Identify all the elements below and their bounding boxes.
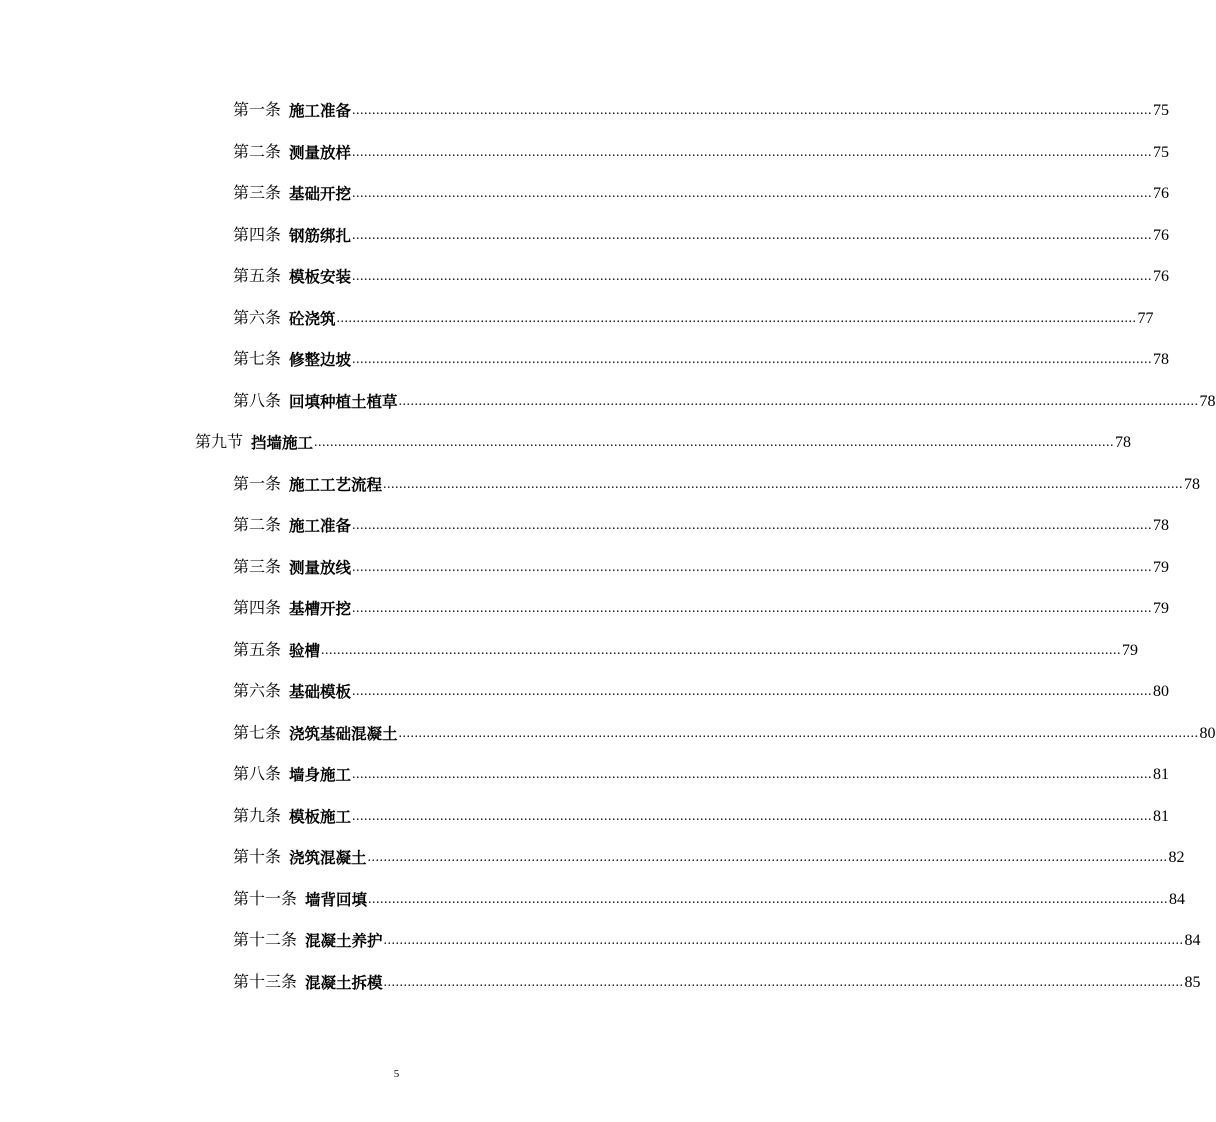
dot-leader: ........................................................................................................................................................................................................ (352, 684, 1153, 699)
dot-leader: ........................................................................................................................................................................................................ (336, 311, 1137, 326)
dot-leader: ........................................................................................................................................................................................................ (352, 560, 1153, 575)
toc-entry-title: 浇筑混凝土 (289, 849, 367, 867)
dot-leader: ........................................................................................................................................................................................................ (352, 269, 1153, 284)
toc-entry-page: 80 (1199, 725, 1216, 742)
toc-entry[interactable] (233, 471, 1201, 495)
toc-entry[interactable] (233, 886, 1186, 910)
toc-entry-title: 墙身施工 (289, 766, 352, 784)
toc-entry[interactable] (233, 139, 1170, 163)
toc-entry-label: 第七条 (233, 725, 282, 742)
toc-entry[interactable] (233, 388, 1216, 412)
toc-entry-title: 施工准备 (289, 102, 352, 120)
toc-entry[interactable] (233, 637, 1139, 661)
dot-leader: ........................................................................................................................................................................................................ (352, 103, 1153, 118)
toc-entry-page: 76 (1153, 227, 1170, 244)
toc-entry-label: 第二条 (233, 517, 282, 534)
toc-entry-label: 第三条 (233, 559, 282, 576)
toc-entry-label: 第五条 (233, 642, 282, 659)
dot-leader: ........................................................................................................................................................................................................ (398, 394, 1199, 409)
toc-entry-page: 81 (1153, 808, 1170, 825)
toc-entry-page: 84 (1184, 932, 1201, 949)
toc-entry-title: 混凝土养护 (305, 932, 383, 950)
toc-entry-label: 第十二条 (233, 932, 298, 949)
toc-entry[interactable] (233, 97, 1170, 121)
toc-entry-title: 施工工艺流程 (289, 476, 383, 494)
toc-entry-title: 回填种植土植草 (289, 393, 398, 411)
toc-entry-label: 第十条 (233, 849, 282, 866)
toc-entry-label: 第六条 (233, 310, 282, 327)
toc-entry-label: 第五条 (233, 268, 282, 285)
dot-leader: ........................................................................................................................................................................................................ (383, 933, 1184, 948)
toc-entry-page: 76 (1153, 268, 1170, 285)
toc-entry-label: 第三条 (233, 185, 282, 202)
toc-entry-label: 第六条 (233, 683, 282, 700)
toc-entry[interactable] (233, 305, 1154, 329)
toc-entry-label: 第十三条 (233, 974, 298, 991)
toc-entry[interactable] (233, 927, 1201, 951)
toc-entry-title: 模板施工 (289, 808, 352, 826)
dot-leader: ........................................................................................................................................................................................................ (352, 601, 1153, 616)
toc-entry[interactable] (233, 761, 1170, 785)
toc-entry-title: 基槽开挖 (289, 600, 352, 618)
toc-entry[interactable] (233, 346, 1170, 370)
toc-entry-page: 80 (1153, 683, 1170, 700)
toc-entry-title: 墙背回填 (305, 891, 368, 909)
toc-entry-label: 第九条 (233, 808, 282, 825)
toc-entry-page: 78 (1153, 351, 1170, 368)
toc-entry[interactable] (233, 720, 1216, 744)
dot-leader: ........................................................................................................................................................................................................ (398, 726, 1199, 741)
toc-entry-label: 第二条 (233, 144, 282, 161)
toc-entry[interactable] (233, 844, 1185, 868)
dot-leader: ........................................................................................................................................................................................................ (314, 435, 1115, 450)
toc-entry[interactable] (233, 263, 1170, 287)
toc-entry[interactable] (233, 595, 1170, 619)
dot-leader: ........................................................................................................................................................................................................ (352, 186, 1153, 201)
dot-leader: ........................................................................................................................................................................................................ (352, 809, 1153, 824)
toc-entry-page: 78 (1184, 476, 1201, 493)
toc-entry-page: 78 (1153, 517, 1170, 534)
toc-entry-title: 施工准备 (289, 517, 352, 535)
toc-entry-title: 测量放线 (289, 559, 352, 577)
toc-entry-title: 修整边坡 (289, 351, 352, 369)
toc-entry-page: 78 (1115, 434, 1132, 451)
toc-entry-title: 浇筑基础混凝土 (289, 725, 398, 743)
toc-entry[interactable] (233, 512, 1170, 536)
dot-leader: ........................................................................................................................................................................................................ (352, 518, 1153, 533)
dot-leader: ........................................................................................................................................................................................................ (352, 352, 1153, 367)
toc-entry[interactable] (233, 678, 1170, 702)
toc-entry-label: 第七条 (233, 351, 282, 368)
toc-section-entry[interactable] (195, 429, 1132, 453)
toc-entry-title: 混凝土拆模 (305, 974, 383, 992)
toc-entry-label: 第四条 (233, 600, 282, 617)
toc-entry-page: 75 (1153, 102, 1170, 119)
toc-entry-title: 测量放样 (289, 144, 352, 162)
toc-entry-page: 82 (1168, 849, 1185, 866)
dot-leader: ........................................................................................................................................................................................................ (367, 850, 1168, 865)
toc-entry-title: 钢筋绑扎 (289, 227, 352, 245)
toc-entry-title: 挡墙施工 (251, 434, 314, 452)
toc-entry-page: 75 (1153, 144, 1170, 161)
dot-leader: ........................................................................................................................................................................................................ (383, 477, 1184, 492)
toc-entry[interactable] (233, 969, 1201, 993)
toc-entry-page: 84 (1169, 891, 1186, 908)
dot-leader: ........................................................................................................................................................................................................ (352, 767, 1153, 782)
toc-entry-page: 81 (1153, 766, 1170, 783)
toc-entry-title: 基础开挖 (289, 185, 352, 203)
dot-leader: ........................................................................................................................................................................................................ (352, 145, 1153, 160)
toc-entry-label: 第四条 (233, 227, 282, 244)
toc-entry-page: 85 (1184, 974, 1201, 991)
dot-leader: ........................................................................................................................................................................................................ (383, 975, 1184, 990)
toc-entry-label: 第八条 (233, 766, 282, 783)
toc-entry-label: 第九节 (195, 434, 244, 451)
toc-entry[interactable] (233, 554, 1170, 578)
toc-entry[interactable] (233, 180, 1170, 204)
dot-leader: ........................................................................................................................................................................................................ (321, 643, 1122, 658)
toc-entry[interactable] (233, 222, 1170, 246)
toc-entry-label: 第十一条 (233, 891, 298, 908)
toc-entry-page: 79 (1153, 600, 1170, 617)
dot-leader: ........................................................................................................................................................................................................ (368, 892, 1169, 907)
toc-entry-title: 砼浇筑 (289, 310, 336, 328)
toc-entry-label: 第一条 (233, 102, 282, 119)
toc-entry-page: 76 (1153, 185, 1170, 202)
toc-entry-page: 78 (1199, 393, 1216, 410)
toc-entry-title: 验槽 (289, 642, 321, 660)
toc-entry[interactable] (233, 803, 1170, 827)
toc-entry-page: 79 (1153, 559, 1170, 576)
toc-entry-page: 79 (1122, 642, 1139, 659)
toc-entry-title: 模板安装 (289, 268, 352, 286)
toc-entry-page: 77 (1137, 310, 1154, 327)
dot-leader: ........................................................................................................................................................................................................ (352, 228, 1153, 243)
toc-entry-title: 基础模板 (289, 683, 352, 701)
toc-entry-label: 第一条 (233, 476, 282, 493)
page-number: 5 (393, 1068, 400, 1080)
toc-entry-label: 第八条 (233, 393, 282, 410)
